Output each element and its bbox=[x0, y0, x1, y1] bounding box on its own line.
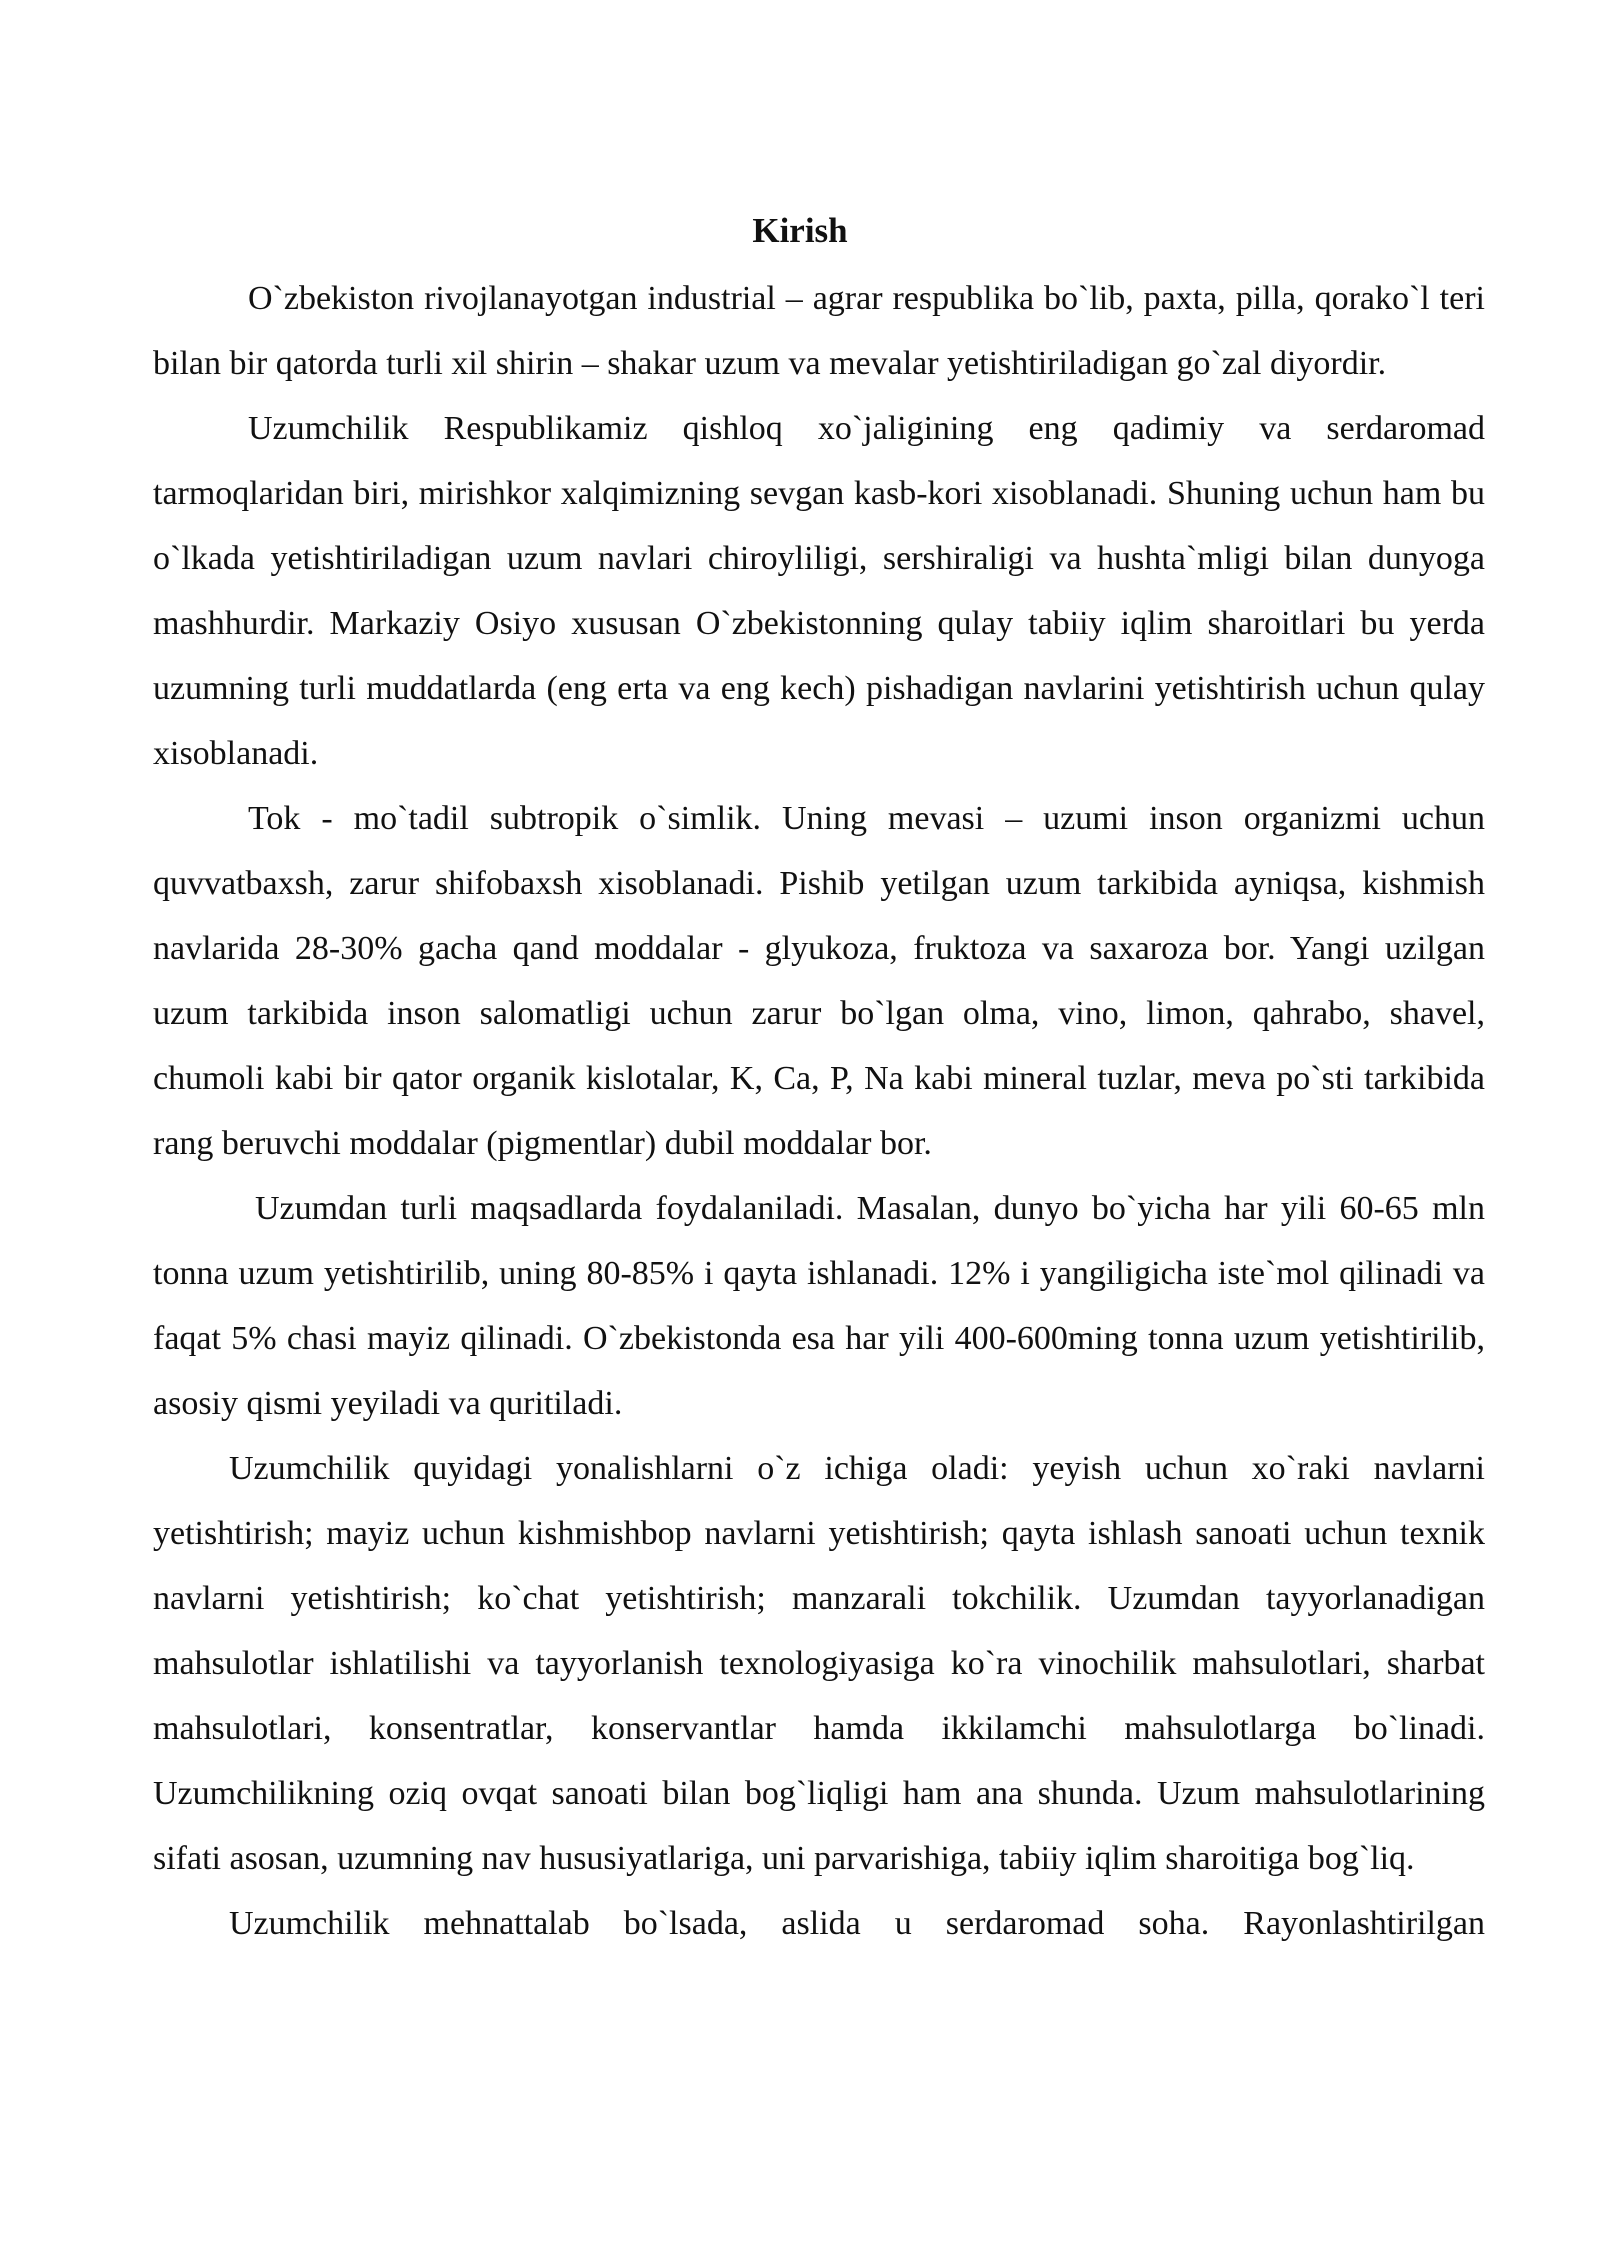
paragraph-viticulture-directions: Uzumchilik quyidagi yonalishlarni o`z ichiga oladi: yeyish uchun xo`raki navlarni yetishtirish; mayiz uchun kishmishbop navlarni yetishtirish; qayta ishlash sanoati uchun texnik navlarni yetishtirish; ko`chat yetishtirish; manzarali tokchilik. Uzumdan tayyorlanadigan mahsulotlar ishlatilishi va tayyorlanish texnologiyasiga ko`ra vinochilik mahsulotlari, sharbat mahsulotlari, konsentratlar, konservantlar hamda ikkilamchi mahsulotlarga bo`linadi. Uzumchilikning oziq ovqat sanoati bilan bog`liqligi ham ana shunda. Uzum mahsulotlarining sifati asosan, uzumning nav hususiyatlariga, uni parvarishiga, tabiiy iqlim sharoitiga bog`liq. bbox=[153, 1450, 1485, 1877]
paragraph-grape-usage: Uzumdan turli maqsadlarda foydalaniladi. Masalan, dunyo bo`yicha har yili 60-65 mln tonna uzum yetishtirilib, uning 80-85% i qayta ishlanadi. 12% i yangiligicha iste`mol qilinadi va faqat 5% chasi mayiz qilinadi. O`zbekistonda esa har yili 400-600ming tonna uzum yetishtirilib, asosiy qismi yeyiladi va quritiladi. bbox=[153, 1190, 1485, 1422]
document-title: Kirish bbox=[752, 211, 848, 250]
paragraph-viticulture-importance: Uzumchilik Respublikamiz qishloq xo`jaligining eng qadimiy va serdaromad tarmoqlaridan biri, mirishkor xalqimizning sevgan kasb-kori xisoblanadi. Shuning uchun ham bu o`lkada yetishtiriladigan uzum navlari chiroyliligi, sershiraligi va hushta`mligi bilan dunyoga mashhurdir. Markaziy Osiyo xususan O`zbekistonning qulay tabiiy iqlim sharoitlari bu yerda uzumning turli muddatlarda (eng erta va eng kech) pishadigan navlarini yetishtirish uchun qulay xisoblanadi. bbox=[153, 410, 1485, 772]
document-body bbox=[153, 266, 1485, 1956]
paragraph-grape-composition: Tok - mo`tadil subtropik o`simlik. Uning mevasi – uzumi inson organizmi uchun quvvatbaxsh, zarur shifobaxsh xisoblanadi. Pishib yetilgan uzum tarkibida ayniqsa, kishmish navlarida 28-30% gacha qand moddalar - glyukoza, fruktoza va saxaroza bor. Yangi uzilgan uzum tarkibida inson salomatligi uchun zarur bo`lgan olma, vino, limon, qahrabo, shavel, chumoli kabi bir qator organik kislotalar, K, Ca, P, Na kabi mineral tuzlar, meva po`sti tarkibida rang beruvchi moddalar (pigmentlar) dubil moddalar bor. bbox=[153, 800, 1485, 1162]
paragraph-intro: O`zbekiston rivojlanayotgan industrial – agrar respublika bo`lib, paxta, pilla, qorako`l teri bilan bir qatorda turli xil shirin – shakar uzum va mevalar yetishtiriladigan go`zal diyordir. bbox=[153, 280, 1485, 382]
paragraph-profitability: Uzumchilik mehnattalab bo`lsada, aslida u serdaromad soha. Rayonlashtirilgan bbox=[229, 1905, 1485, 1942]
